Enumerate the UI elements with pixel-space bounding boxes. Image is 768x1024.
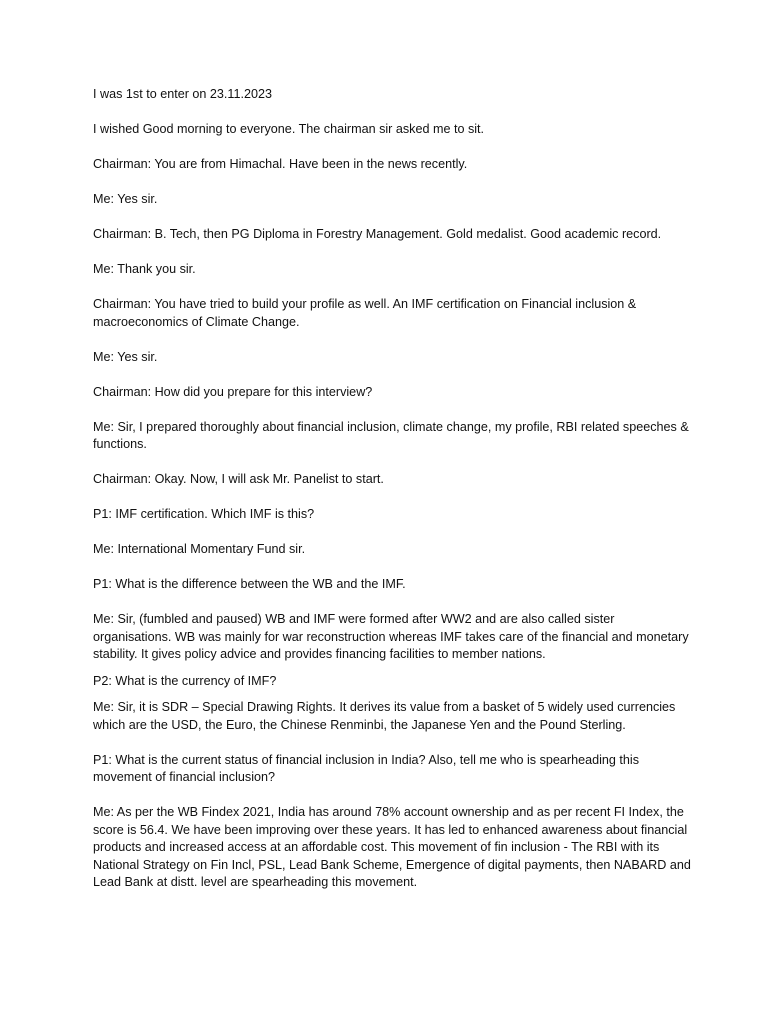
paragraph-p1-imf: P1: IMF certification. Which IMF is this? [93, 507, 315, 521]
paragraph-greeting: I wished Good morning to everyone. The chairman sir asked me to sit. [93, 122, 485, 136]
paragraph-chairman-panelist: Chairman: Okay. Now, I will ask Mr. Panelist to start. [93, 472, 384, 486]
paragraph-chairman-himachal: Chairman: You are from Himachal. Have been in the news recently. [93, 157, 468, 171]
paragraph-chairman-profile: Chairman: You have tried to build your profile as well. An IMF certification on Financial inclusion & macroeconomics of Climate Change. [93, 297, 637, 329]
paragraph-p1-fin-inclusion: P1: What is the current status of financial inclusion in India? Also, tell me who is spearheading this movement of financial inclusion? [93, 752, 640, 784]
paragraph-p2-currency: P2: What is the currency of IMF? [93, 673, 277, 688]
paragraph-p1-difference: P1: What is the difference between the WB and the IMF. [93, 577, 406, 591]
paragraph-me-thanks: Me: Thank you sir. [93, 262, 196, 276]
paragraph-chairman-prepare: Chairman: How did you prepare for this interview? [93, 384, 373, 399]
paragraph-me-yes-2: Me: Yes sir. [93, 349, 158, 364]
document-page [93, 86, 693, 909]
paragraph-me-prepared: Me: Sir, I prepared thoroughly about financial inclusion, climate change, my profile, RBI related speeches & functions. [93, 419, 689, 451]
paragraph-chairman-academics: Chairman: B. Tech, then PG Diploma in Forestry Management. Gold medalist. Good academic record. [93, 227, 662, 241]
paragraph-me-sdr: Me: Sir, it is SDR – Special Drawing Rights. It derives its value from a basket of 5 widely used currencies which are the USD, the Euro, the Chinese Renminbi, the Japanese Yen and the Pound Sterling. [93, 700, 676, 732]
paragraph-me-imf: Me: International Momentary Fund sir. [93, 542, 306, 556]
paragraph-me-yes-1: Me: Yes sir. [93, 192, 158, 206]
paragraph-me-wb-imf: Me: Sir, (fumbled and paused) WB and IMF were formed after WW2 and are also called sister organisations. WB was mainly for war reconstruction whereas IMF takes care of the financial and monetary stability. It gives policy advice and provides financing facilities to member nations. [93, 612, 689, 661]
paragraph-me-findex: Me: As per the WB Findex 2021, India has around 78% account ownership and as per recent FI Index, the score is 56.4. We have been improving over these years. It has led to enhanced awareness about financial products and increased access at an affordable cost. This movement of fin inclusion - The RBI with its National Strategy on Fin Incl, PSL, Lead Bank Scheme, Emergence of digital payments, then NABARD and Lead Bank at distt. level are spearheading this movement. [93, 805, 691, 889]
paragraph-entry-note: I was 1st to enter on 23.11.2023 [93, 87, 272, 101]
